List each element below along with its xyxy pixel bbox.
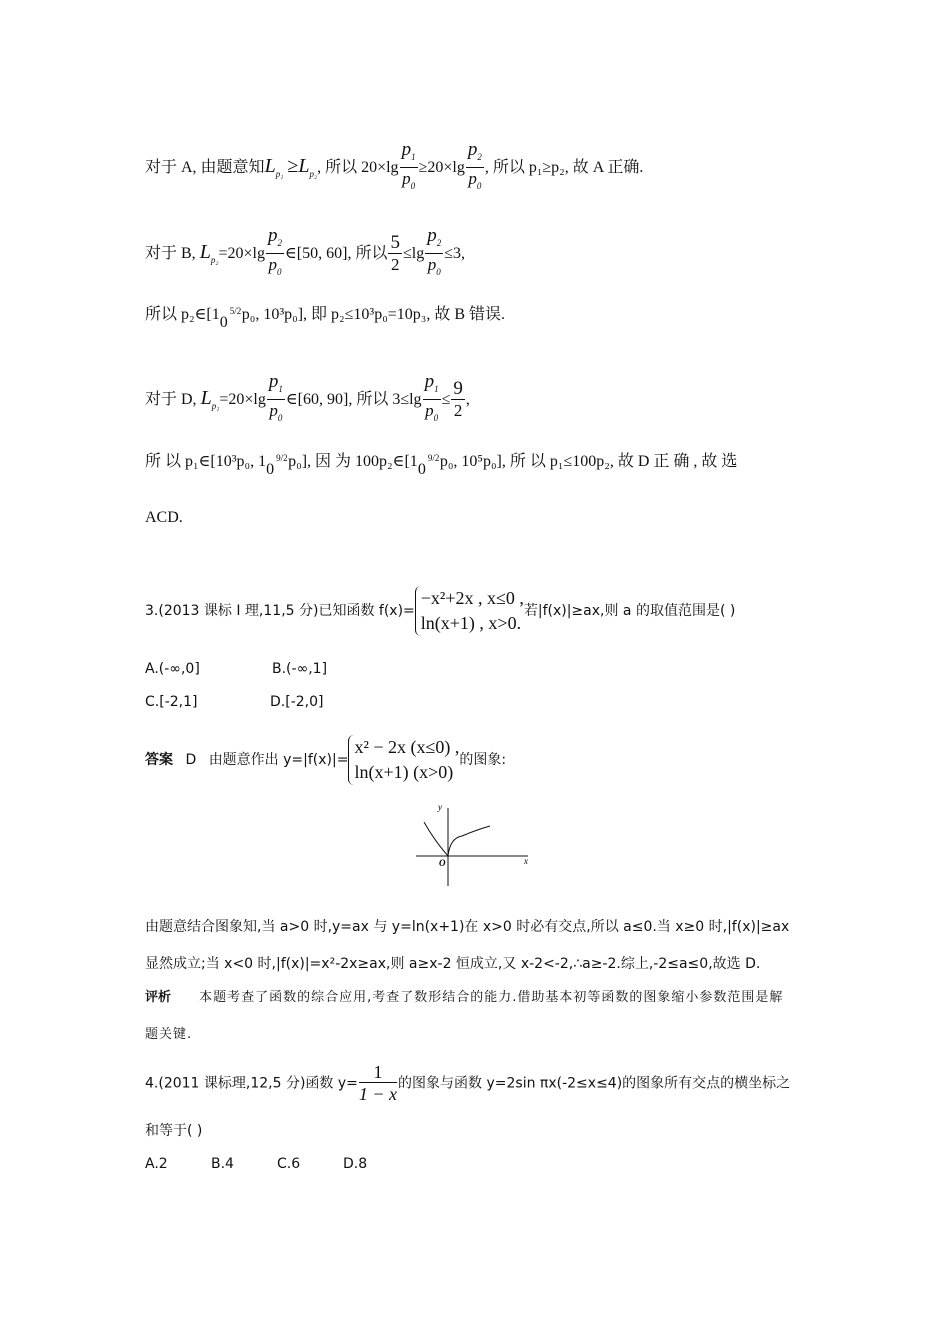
- subscript: 1: [278, 384, 283, 394]
- para-d2-text2: p₀], 因 为 100p₂∈[1: [288, 453, 418, 470]
- subscript: 0: [436, 267, 441, 277]
- L-subscript: p₁: [211, 401, 220, 412]
- para-d2-text3: p₀, 10⁵p₀], 所 以 p₁≤100p₂, 故 D 正 确 , 故 选: [439, 453, 738, 470]
- review-line2: 题关键.: [145, 1027, 193, 1042]
- answer-line1: 由题意结合图象知,当 a>0 时,y=ax 与 y=ln(x+1)在 x>0 时必有交点,所以 a≤0.当 x≥0 时,|f(x)|≥ax: [145, 919, 790, 935]
- review-text1: 本题考查了函数的综合应用,考查了数形结合的能力.借助基本初等函数的图象缩小参数范围是解: [199, 990, 784, 1005]
- subscript: 1: [411, 152, 416, 162]
- subscript: 2: [477, 152, 482, 162]
- q3-option-b[interactable]: B.(-∞,1]: [272, 661, 328, 677]
- exponent-mark: [219, 305, 242, 332]
- p-symbol: p: [267, 225, 278, 246]
- q4-option-a[interactable]: A.2: [145, 1156, 168, 1172]
- para-d-mid: =20×lg: [219, 391, 266, 409]
- L-subscript: p₂: [210, 255, 219, 266]
- y-axis-label: y: [438, 802, 442, 812]
- answer-line: [145, 735, 506, 785]
- denominator: 1 − x: [358, 1084, 398, 1104]
- para-d2: [145, 452, 738, 479]
- exponent-fraction: 5/2: [229, 306, 242, 317]
- answer-letter: D: [185, 752, 197, 768]
- subscript: 0: [410, 181, 416, 191]
- q4-stem-prefix: 4.(2011 课标理,12,5 分)函数 y=: [145, 1075, 358, 1092]
- p-symbol: p: [427, 255, 437, 274]
- para-b2-text2: p₀, 10³p₀], 即 p₂≤10³p₀=10p₃, 故 B 错误.: [241, 306, 506, 323]
- zero: 0: [417, 461, 426, 479]
- subscript: 0: [433, 413, 439, 423]
- q3-option-c[interactable]: C.[-2,1]: [145, 694, 198, 710]
- para-a-mid: , 所以 20×lg: [317, 159, 399, 177]
- L-symbol: L: [298, 155, 310, 178]
- para-b-tail: ≤3,: [444, 245, 465, 263]
- p-symbol: p: [402, 169, 411, 188]
- answer-prefix: 由题意作出 y=|f(x)|=: [208, 752, 349, 768]
- subscript: 0: [476, 181, 482, 191]
- numerator: 5: [390, 232, 400, 253]
- para-a-prefix: 对于 A, 由题意知: [145, 159, 265, 177]
- review-label: 评析: [145, 990, 172, 1005]
- q4-line2: 和等于( ): [145, 1123, 203, 1139]
- curve-left: [424, 822, 448, 856]
- q4-fraction: [359, 1062, 397, 1105]
- fraction-p1-p0: [400, 140, 418, 197]
- subscript: 1: [434, 384, 439, 394]
- fraction-5-2: [388, 233, 402, 276]
- q3-option-a[interactable]: A.(-∞,0]: [145, 661, 200, 677]
- piece-line-1: x² − 2x (x≤0) ,: [354, 737, 460, 757]
- q4-stem-suffix: 的图象与函数 y=2sin πx(-2≤x≤4)的图象所有交点的横坐标之: [398, 1075, 791, 1092]
- q3-stem-prefix: 3.(2013 课标 Ⅰ 理,11,5 分)已知函数 f(x)=: [145, 603, 415, 619]
- subscript: 2: [277, 238, 282, 248]
- para-a-mid2: ≥20×lg: [418, 159, 465, 177]
- fraction-p1-p0: [267, 372, 285, 429]
- piece-line-1: −x²+2x , x≤0 ,: [420, 588, 524, 608]
- para-d-interval: ∈[60, 90], 所以 3≤lg: [285, 391, 422, 409]
- curve-right: [448, 826, 490, 856]
- numerator: 1: [359, 1062, 397, 1083]
- L-symbol: L: [199, 241, 211, 264]
- subscript: 0: [277, 413, 283, 423]
- zero: 0: [219, 314, 228, 332]
- numerator: 9: [453, 378, 463, 399]
- answer-label: 答案: [145, 752, 173, 768]
- L-subscript: p₂: [309, 169, 318, 180]
- p-symbol: p: [268, 371, 279, 392]
- exponent-mark: [266, 452, 288, 479]
- q4-option-b[interactable]: B.4: [211, 1156, 234, 1172]
- origin-label: O: [439, 858, 446, 868]
- answer-piecewise: [348, 735, 459, 785]
- fraction-p2-p0: [466, 140, 484, 197]
- para-d-prefix: 对于 D,: [145, 391, 197, 409]
- q3-stem-suffix: 若|f(x)|≥ax,则 a 的取值范围是( ): [523, 603, 736, 619]
- subscript: 0: [276, 267, 282, 277]
- review-line1: [145, 988, 783, 1008]
- q3-piecewise: [415, 586, 524, 636]
- p-symbol: p: [468, 169, 477, 188]
- function-graph: [412, 800, 542, 890]
- p-symbol: p: [268, 255, 277, 274]
- fraction-9-2: [451, 379, 465, 422]
- exponent-fraction: 9/2: [427, 453, 440, 464]
- para-d-leq: ≤: [441, 391, 451, 409]
- para-b-mid: =20×lg: [218, 245, 265, 263]
- para-d-tail: ,: [465, 391, 470, 409]
- geq-symbol: ≥: [287, 155, 299, 178]
- exponent-mark: [417, 452, 440, 479]
- fraction-p1-p0: [423, 372, 441, 429]
- q4-option-c[interactable]: C.6: [277, 1156, 301, 1172]
- para-b2: [145, 305, 506, 332]
- piece-line-2: ln(x+1) (x>0): [354, 762, 454, 782]
- L-symbol: L: [264, 155, 276, 178]
- p-symbol: p: [425, 401, 434, 420]
- para-d2-text1: 所 以 p₁∈[10³p₀, 1: [145, 453, 267, 470]
- L-symbol: L: [200, 387, 212, 410]
- p-symbol: p: [467, 139, 478, 160]
- piece-line-2: ln(x+1) , x>0.: [420, 613, 522, 633]
- para-d3: ACD.: [145, 509, 183, 526]
- denominator: 2: [453, 401, 463, 420]
- answer-suffix: 的图象:: [459, 752, 507, 768]
- zero: 0: [266, 461, 275, 479]
- exponent-fraction: 9/2: [276, 453, 288, 464]
- para-d: [145, 372, 470, 429]
- x-axis-label: x: [524, 856, 528, 866]
- subscript: 2: [436, 238, 442, 248]
- para-a-tail: , 所以 p₁≥p₂, 故 A 正确.: [484, 159, 644, 177]
- para-b2-text1: 所以 p₂∈[1: [145, 306, 220, 323]
- denominator: 2: [390, 255, 400, 274]
- fraction-p2-p0: [425, 226, 443, 283]
- para-b-leq: ≤lg: [402, 245, 425, 263]
- q3-option-d[interactable]: D.[-2,0]: [270, 694, 324, 710]
- p-symbol: p: [269, 401, 278, 420]
- q4-stem: [145, 1062, 790, 1105]
- p-symbol: p: [401, 139, 412, 160]
- L-subscript: p₁: [275, 169, 284, 180]
- para-b-interval: ∈[50, 60], 所以: [284, 245, 388, 263]
- q4-option-d[interactable]: D.8: [343, 1156, 368, 1172]
- para-a: [145, 140, 643, 197]
- answer-line2: 显然成立;当 x<0 时,|f(x)|=x²-2x≥ax,则 a≥x-2 恒成立,又 x-2<-2,∴a≥-2.综上,-2≤a≤0,故选 D.: [145, 956, 761, 972]
- para-b-prefix: 对于 B,: [145, 245, 196, 263]
- fraction-p2-p0: [266, 226, 284, 283]
- p-symbol: p: [424, 371, 435, 392]
- para-b: [145, 226, 465, 283]
- p-symbol: p: [427, 225, 437, 246]
- q3-stem: [145, 586, 735, 636]
